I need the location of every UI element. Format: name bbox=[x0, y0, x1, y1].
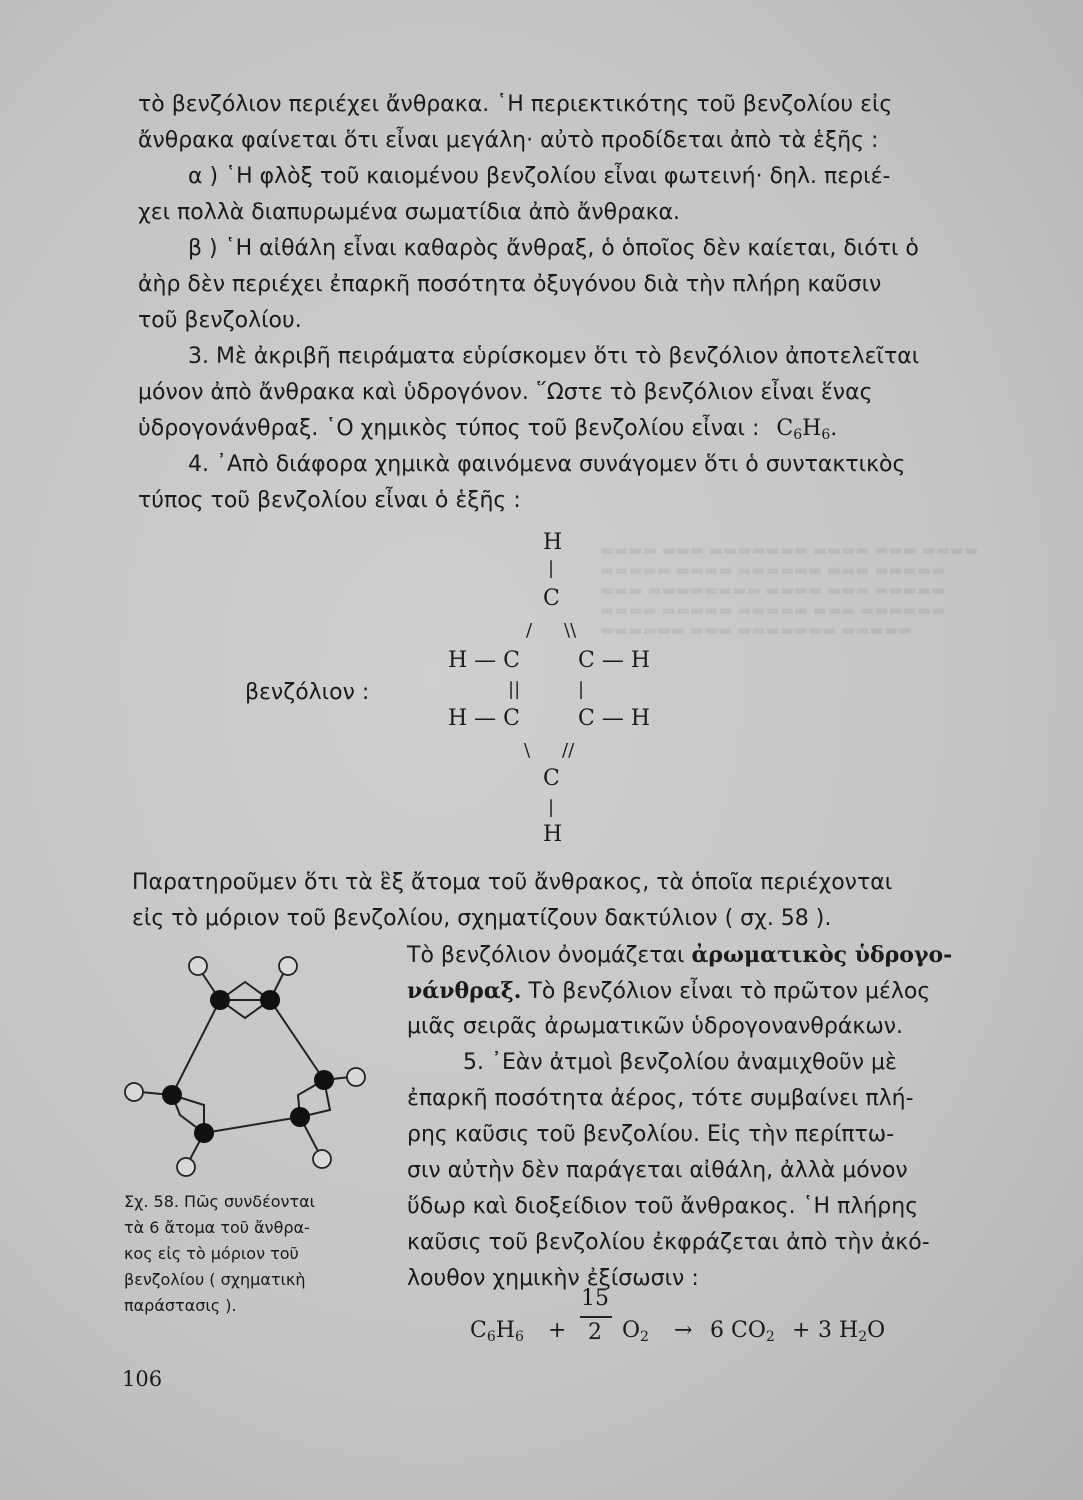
formula-end: . bbox=[830, 416, 838, 441]
body-line-2: ἄνθρακα φαίνεται ὅτι εἶναι μεγάλη· αὐτὸ προδίδεται ἀπὸ τὰ ἑξῆς : bbox=[138, 128, 879, 153]
para3-line-3: μιᾶς σειρᾶς ἀρωματικῶν ὑδρογονανθράκων. bbox=[407, 1014, 904, 1039]
eq-h: H bbox=[495, 1318, 515, 1343]
struct-row1-right: C — H bbox=[578, 648, 651, 673]
para4-line-5: ὕδωρ καὶ διοξείδιον τοῦ ἄνθρακος. ῾Η πλήρης bbox=[407, 1194, 919, 1219]
benzene-ring-figure bbox=[120, 945, 390, 1185]
eq-frac-num: 15 bbox=[581, 1286, 609, 1311]
eq-o-sub: 2 bbox=[640, 1329, 649, 1345]
para3-line-1-text: Τὸ βενζόλιον ὀνομάζεται bbox=[407, 943, 692, 968]
figure-caption-line-3: κος εἰς τὸ μόριον τοῦ bbox=[124, 1244, 299, 1263]
aromatic-term-end: νάνθραξ. bbox=[407, 978, 522, 1004]
eq-plus-2: + bbox=[792, 1318, 811, 1343]
para3-line-1 bbox=[407, 940, 952, 971]
formula-c: C bbox=[776, 416, 794, 441]
eq-h2o-o: O bbox=[867, 1318, 886, 1343]
para3-line-2-text: Τὸ βενζόλιον εἶναι τὸ πρῶτον μέλος bbox=[521, 979, 931, 1004]
formula-h-sub: 6 bbox=[821, 427, 831, 443]
eq-o: O bbox=[622, 1318, 641, 1343]
eq-water bbox=[818, 1318, 885, 1350]
benzene-formula bbox=[776, 416, 837, 441]
body-line-10 bbox=[138, 414, 837, 450]
eq-arrow: → bbox=[674, 1318, 693, 1343]
struct-bond-bottom-right: // bbox=[562, 740, 575, 761]
struct-row2-right: C — H bbox=[578, 706, 651, 731]
bleed-through: ▬▬▬▬ ▬▬▬ ▬▬▬▬▬▬▬ ▬▬▬▬ ▬▬▬ ▬▬▬▬ ▬▬▬▬▬ ▬▬▬▬ ▬▬▬▬▬▬ ▬▬▬ ▬▬▬▬▬ ▬▬▬ ▬▬▬▬▬▬▬▬ ▬▬▬▬ ▬▬▬ ▬▬▬▬▬ ▬▬▬▬ ▬▬▬▬▬ ▬▬▬▬▬ ▬▬▬ ▬▬▬▬▬▬ ▬▬▬▬▬▬ ▬▬▬ ▬▬▬▬▬▬▬ ▬▬▬▬▬ bbox=[600, 541, 979, 639]
aromatic-term: ἀρωματικὸς ὑδρογο- bbox=[691, 942, 953, 968]
eq-oxygen bbox=[622, 1318, 649, 1350]
para4-line-2: ἐπαρκῆ ποσότητα ἀέρος, τότε συμβαίνει πλή- bbox=[407, 1086, 914, 1111]
eq-plus-1: + bbox=[548, 1318, 567, 1343]
para2-line-1: Παρατηροῦμεν ὅτι τὰ ἓξ ἄτομα τοῦ ἄνθρακος, τὰ ὁποῖα περιέχονται bbox=[132, 870, 893, 895]
body-line-6: ἀὴρ δὲν περιέχει ἐπαρκῆ ποσότητα ὀξυγόνου διὰ τὴν πλήρη καῦσιν bbox=[138, 272, 882, 297]
body-line-11: 4. ᾿Απὸ διάφορα χημικὰ φαινόμενα συνάγομεν ὅτι ὁ συντακτικὸς bbox=[188, 452, 906, 477]
eq-co2-sub: 2 bbox=[765, 1329, 775, 1345]
struct-bond-bottom-left: \ bbox=[524, 740, 531, 761]
eq-h2o-text: 3 H bbox=[818, 1318, 859, 1343]
para4-line-3: ρης καῦσις τοῦ βενζολίου. Εἰς τὴν περίπτω- bbox=[407, 1122, 895, 1147]
eq-benzene bbox=[470, 1318, 524, 1350]
para4-line-4: σιν αὐτὴν δὲν παράγεται αἰθάλη, ἀλλὰ μόνον bbox=[407, 1158, 908, 1183]
eq-frac-den: 2 bbox=[588, 1320, 602, 1345]
eq-co2 bbox=[710, 1318, 775, 1350]
figure-caption-line-4: βενζολίου ( σχηματικὴ bbox=[124, 1270, 306, 1289]
body-line-8: 3. Μὲ ἀκριβῆ πειράματα εὑρίσκομεν ὅτι τὸ βενζόλιον ἀποτελεῖται bbox=[188, 344, 920, 369]
struct-bottom-c: C bbox=[543, 766, 560, 791]
struct-bond-top-right: \\ bbox=[564, 620, 577, 641]
para4-line-1: 5. ᾿Εὰν ἀτμοὶ βενζολίου ἀναμιχθοῦν μὲ bbox=[463, 1050, 897, 1075]
para4-line-6: καῦσις τοῦ βενζολίου ἐκφράζεται ἀπὸ τὴν ἀκό- bbox=[407, 1230, 930, 1255]
struct-bond-bottom: | bbox=[548, 797, 555, 818]
body-line-9: μόνον ἀπὸ ἄνθρακα καὶ ὑδρογόνον. ῞Ωστε τὸ βενζόλιον εἶναι ἕνας bbox=[138, 380, 873, 405]
formula-c-sub: 6 bbox=[793, 427, 803, 443]
figure-caption-line-1: Σχ. 58. Πῶς συνδέονται bbox=[124, 1192, 316, 1211]
eq-c-sub: 6 bbox=[486, 1329, 496, 1345]
body-line-4: χει πολλὰ διαπυρωμένα σωματίδια ἀπὸ ἄνθρακα. bbox=[138, 200, 681, 225]
para3-line-2 bbox=[407, 976, 930, 1007]
body-line-10-text: ὑδρογονάνθραξ. ῾Ο χημικὸς τύπος τοῦ βενζολίου εἶναι : bbox=[138, 416, 760, 441]
page-number: 106 bbox=[122, 1367, 163, 1391]
struct-bottom-h: H bbox=[543, 822, 563, 847]
formula-h: H bbox=[802, 416, 822, 441]
struct-row1-left: H — C bbox=[448, 648, 521, 673]
eq-c: C bbox=[470, 1318, 487, 1343]
body-line-5: β ) ῾Η αἰθάλη εἶναι καθαρὸς ἄνθραξ, ὁ ὁποῖος δὲν καίεται, διότι ὁ bbox=[188, 236, 919, 261]
figure-caption-line-2: τὰ 6 ἄτομα τοῦ ἄνθρα- bbox=[124, 1218, 310, 1237]
figure-caption-line-5: παράστασις ). bbox=[124, 1296, 237, 1315]
struct-bond-left-double: || bbox=[508, 679, 521, 700]
body-line-3: α ) ῾Η φλὸξ τοῦ καιομένου βενζολίου εἶναι φωτεινή· δηλ. περιέ- bbox=[188, 164, 891, 189]
body-line-7: τοῦ βενζολίου. bbox=[138, 308, 302, 333]
struct-top-h: H bbox=[543, 530, 563, 555]
struct-top-c: C bbox=[543, 586, 560, 611]
eq-frac-bar bbox=[580, 1316, 612, 1318]
struct-bond-right: | bbox=[578, 679, 585, 700]
para2-line-2: εἰς τὸ μόριον τοῦ βενζολίου, σχηματίζουν δακτύλιον ( σχ. 58 ). bbox=[132, 906, 832, 931]
structure-label: βενζόλιον : bbox=[245, 680, 370, 705]
body-line-12: τύπος τοῦ βενζολίου εἶναι ὁ ἑξῆς : bbox=[138, 488, 521, 513]
eq-co2-text: 6 CO bbox=[710, 1318, 766, 1343]
eq-h2o-sub: 2 bbox=[858, 1329, 868, 1345]
eq-h-sub: 6 bbox=[514, 1329, 524, 1345]
struct-bond-top-left: / bbox=[526, 620, 533, 641]
para4-line-7: λουθον χημικὴν ἐξίσωσιν : bbox=[407, 1266, 699, 1291]
struct-bond-top: | bbox=[548, 558, 555, 579]
struct-row2-left: H — C bbox=[448, 706, 521, 731]
body-line-1: τὸ βενζόλιον περιέχει ἄνθρακα. ῾Η περιεκτικότης τοῦ βενζολίου εἰς bbox=[138, 92, 893, 117]
